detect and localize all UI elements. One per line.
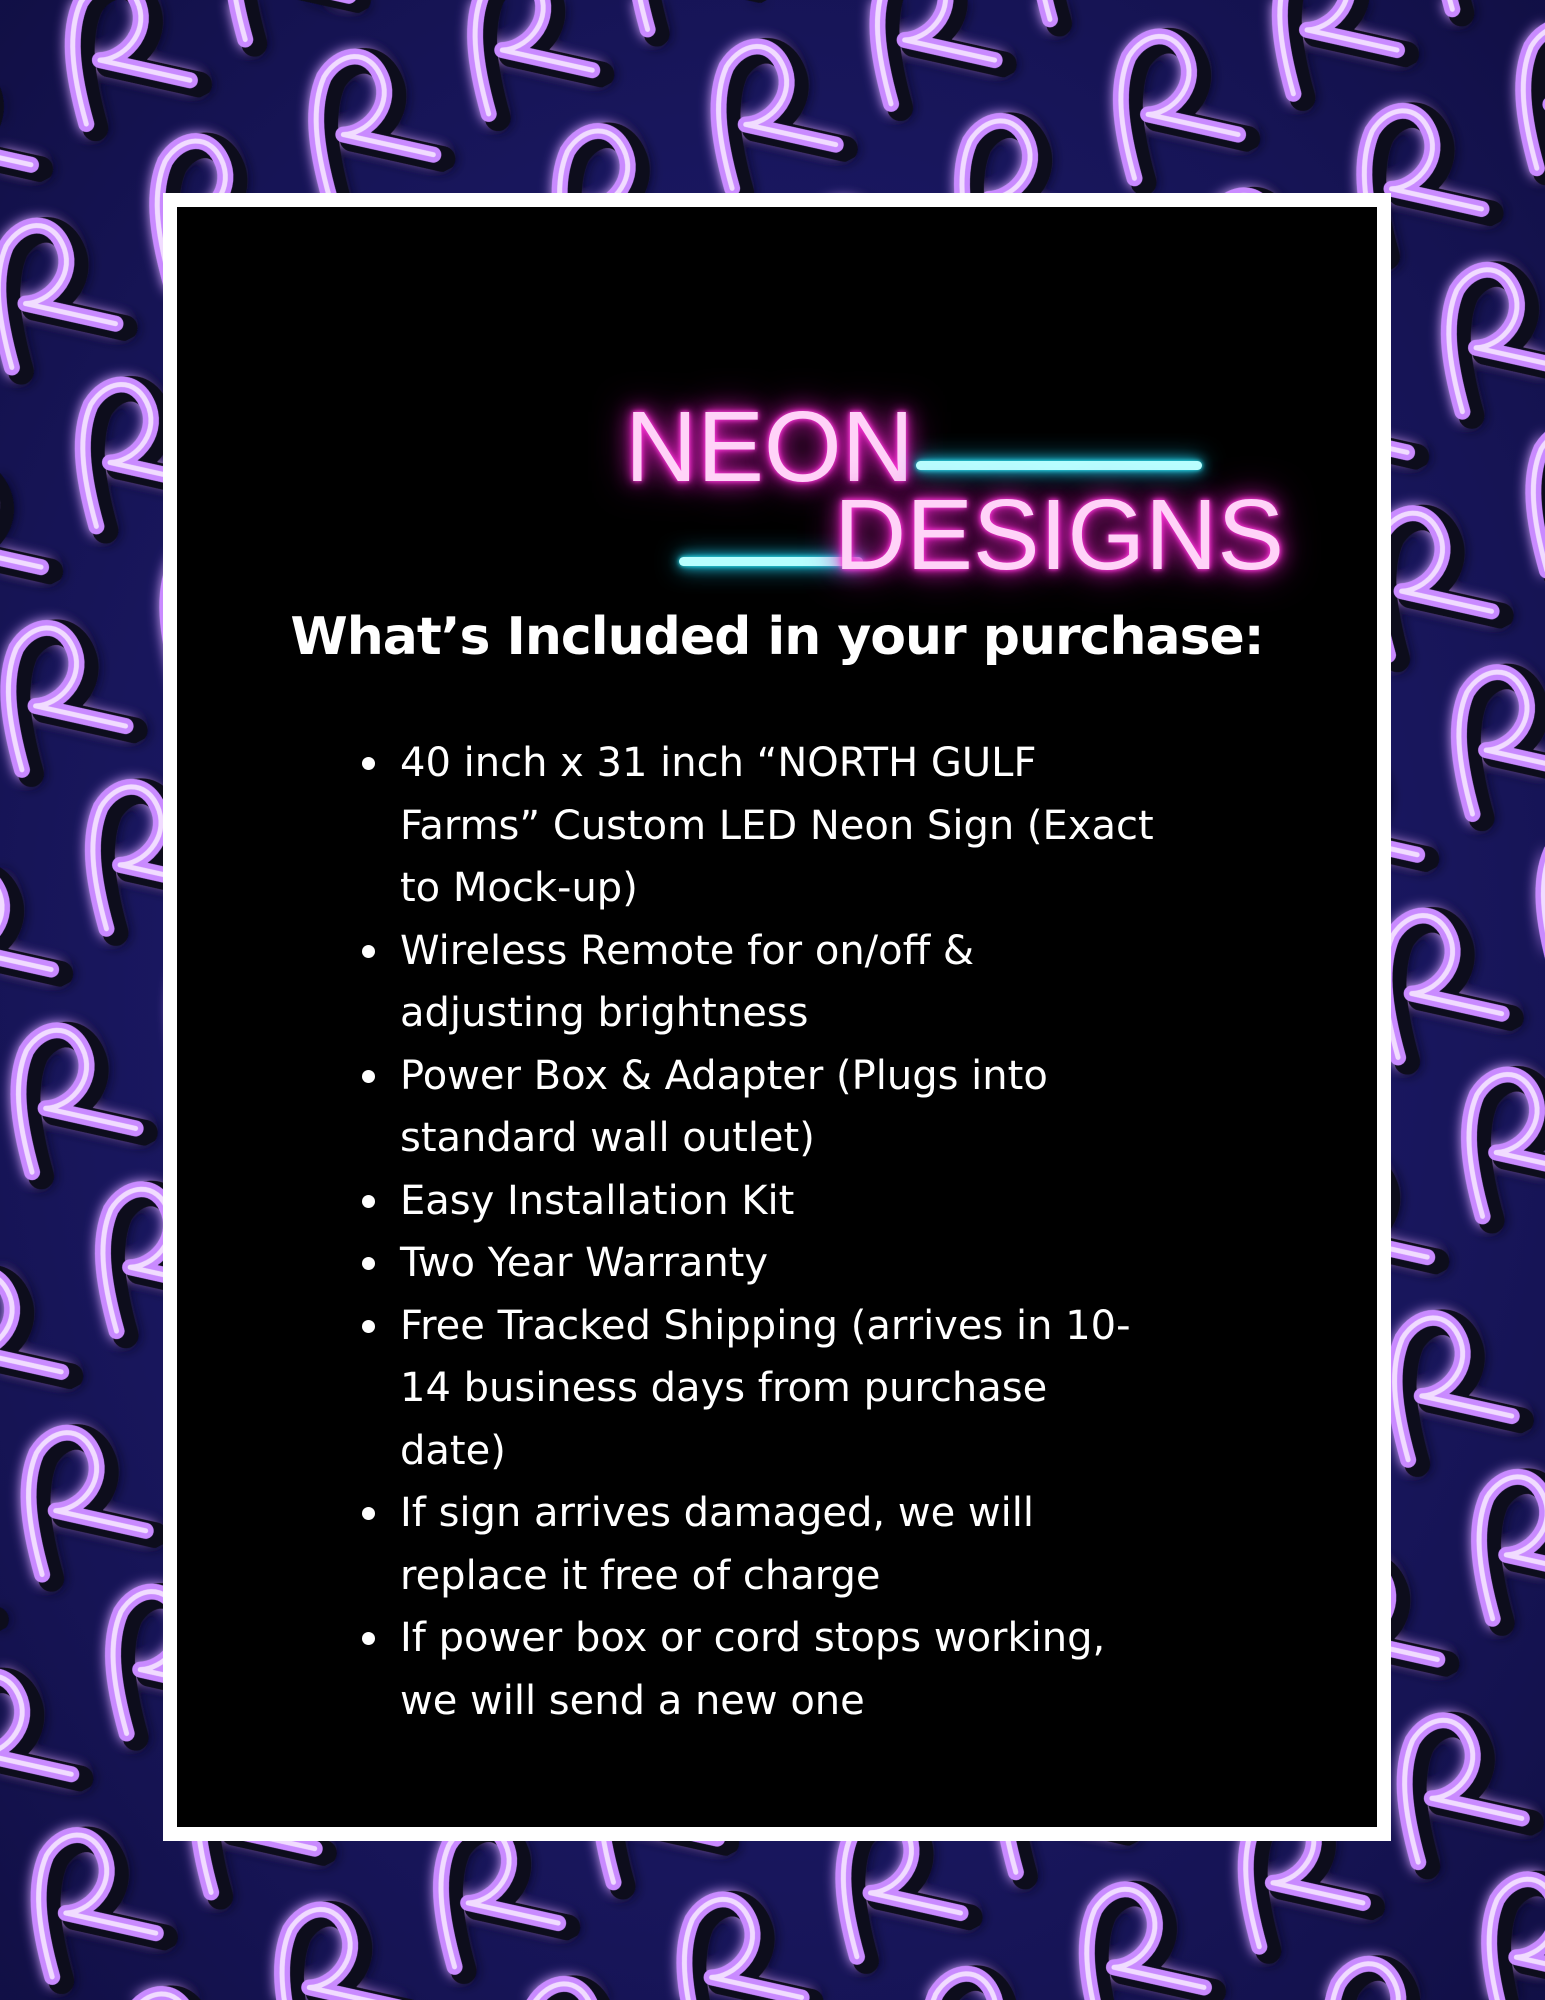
page-heading: What’s Included in your purchase:	[290, 607, 1264, 667]
included-items-list	[400, 732, 1160, 1732]
logo-word-neon: NEON	[625, 391, 914, 503]
list-item: Wireless Remote for on/off & adjusting brightness	[400, 920, 1160, 1045]
neon-designs-logo	[460, 303, 1285, 591]
bullet-icon	[362, 1632, 375, 1645]
card-frame	[163, 193, 1391, 1841]
bullet-icon	[362, 945, 375, 958]
bullet-icon	[362, 757, 375, 770]
list-item: Power Box & Adapter (Plugs into standard wall outlet)	[400, 1045, 1160, 1170]
logo-cyan-bar-top	[916, 461, 1202, 470]
list-item: Easy Installation Kit	[400, 1170, 1160, 1233]
list-item: Free Tracked Shipping (arrives in 10-14 business days from purchase date)	[400, 1295, 1160, 1483]
bullet-icon	[362, 1507, 375, 1520]
logo-word-designs: DESIGNS	[834, 479, 1285, 591]
list-item: Two Year Warranty	[400, 1232, 1160, 1295]
bullet-icon	[362, 1070, 375, 1083]
list-item: If sign arrives damaged, we will replace it free of charge	[400, 1482, 1160, 1607]
info-card	[177, 207, 1377, 1827]
list-item: 40 inch x 31 inch “NORTH GULF Farms” Custom LED Neon Sign (Exact to Mock-up)	[400, 732, 1160, 920]
bullet-icon	[362, 1195, 375, 1208]
bullet-icon	[362, 1257, 375, 1270]
list-item: If power box or cord stops working, we will send a new one	[400, 1607, 1160, 1732]
bullet-icon	[362, 1320, 375, 1333]
